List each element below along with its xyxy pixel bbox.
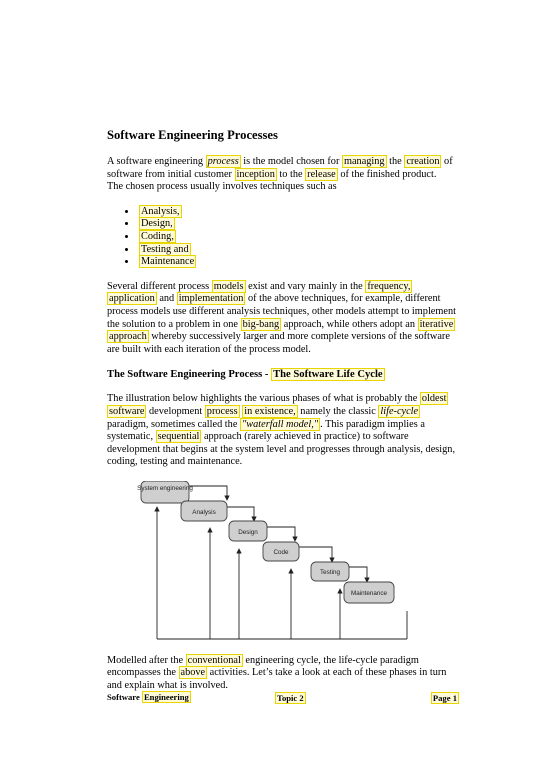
text: A software engineering: [107, 156, 206, 167]
highlight-release: release: [307, 168, 336, 180]
text: whereby successively larger and more complete versions of the software are built with each iteration of the process model.: [107, 331, 450, 355]
text: process: [207, 156, 239, 167]
highlight: frequency,: [367, 280, 411, 292]
waterfall-diagram: [107, 481, 459, 641]
list-item-text: Design,: [141, 218, 173, 230]
highlight: approach: [109, 331, 147, 343]
text: of the finished product.: [337, 168, 437, 180]
text: Modelled after the: [107, 654, 186, 666]
list-item-text: Maintenance: [141, 256, 195, 268]
text: activities. Let’s take a look at each of these phases in turn and explain what is involved.: [107, 667, 447, 692]
text: of software from initial customer: [107, 156, 453, 180]
text: namely the classic: [297, 405, 379, 417]
text: paradigm, sometimes called the: [107, 418, 240, 430]
highlight: sequential: [157, 431, 200, 443]
text: is the model chosen for: [240, 156, 342, 167]
highlight: "waterfall model,": [241, 418, 319, 430]
text: The chosen process usually involves techniques such as: [107, 181, 337, 193]
text: approach (rarely achieved in practice) to software development that begins at the system level and progresses through analysis, design, coding, testing and maintenance.: [107, 431, 456, 468]
text: the: [386, 156, 405, 167]
text: development: [146, 405, 205, 417]
highlight: conventional: [187, 654, 241, 666]
highlight-process: [206, 155, 241, 168]
section-heading: [107, 368, 459, 381]
highlight: in existence,: [244, 405, 296, 417]
text: The illustration below highlights the various phases of what is probably the: [107, 393, 420, 405]
phase-label: Testing: [320, 568, 340, 576]
text: to the: [276, 168, 306, 180]
text: engineering cycle, the life-cycle paradigm encompasses the: [107, 654, 419, 679]
text: Software: [107, 692, 142, 702]
list-item: [137, 256, 459, 269]
text: . This paradigm implies a systematic,: [107, 418, 425, 443]
highlight: Engineering: [143, 692, 189, 702]
list-item: [137, 206, 459, 219]
list-item: [137, 231, 459, 244]
list-item-text: Coding,: [141, 230, 174, 242]
phase-label: Analysis: [192, 508, 216, 516]
highlight: oldest: [421, 393, 447, 405]
techniques-list: [107, 206, 459, 269]
page-title: Software Engineering Processes: [107, 128, 278, 142]
footer-left: [107, 692, 191, 702]
highlight: above: [180, 667, 206, 679]
highlight: The Software Life Cycle: [273, 369, 383, 381]
text: The Software Engineering Process -: [107, 369, 272, 381]
text: Several different process: [107, 280, 212, 292]
highlight-creation: creation: [406, 156, 440, 167]
phase-label: Code: [273, 548, 289, 556]
footer-topic: Topic 2: [277, 693, 304, 703]
text: exist and vary mainly in the: [245, 280, 366, 292]
highlight-managing: managing: [343, 156, 385, 167]
phase-label: Design: [238, 528, 258, 536]
list-item-text: Testing and: [141, 243, 189, 255]
text: of the above techniques, for example, different process models use different analysis techniques, other models attempt to implement the solution to a problem in one: [107, 293, 456, 330]
intro-paragraph: [107, 156, 459, 194]
highlight: models: [213, 280, 244, 292]
highlight: implementation: [178, 293, 244, 305]
highlight: life-cycle: [380, 405, 419, 417]
text: and: [156, 293, 177, 305]
list-item-text: Analysis,: [141, 205, 180, 217]
list-item: [137, 218, 459, 231]
models-paragraph: [107, 281, 459, 357]
footer-page-number: Page 1: [432, 693, 457, 703]
text: approach, while others adopt an: [281, 318, 418, 330]
phase-label: System engineering: [137, 484, 193, 492]
highlight: iterative: [419, 318, 454, 330]
highlight: big-bang: [242, 318, 280, 330]
closing-paragraph: [107, 655, 459, 693]
phase-label: Maintenance: [350, 589, 388, 597]
highlight: software: [109, 405, 145, 417]
illustration-paragraph: [107, 393, 459, 469]
waterfall-svg: [107, 481, 459, 641]
highlight-inception: inception: [236, 168, 275, 180]
highlight: application: [109, 293, 155, 305]
phase-boxes: [141, 481, 394, 603]
highlight: process: [206, 405, 238, 417]
document-body: [107, 128, 459, 705]
